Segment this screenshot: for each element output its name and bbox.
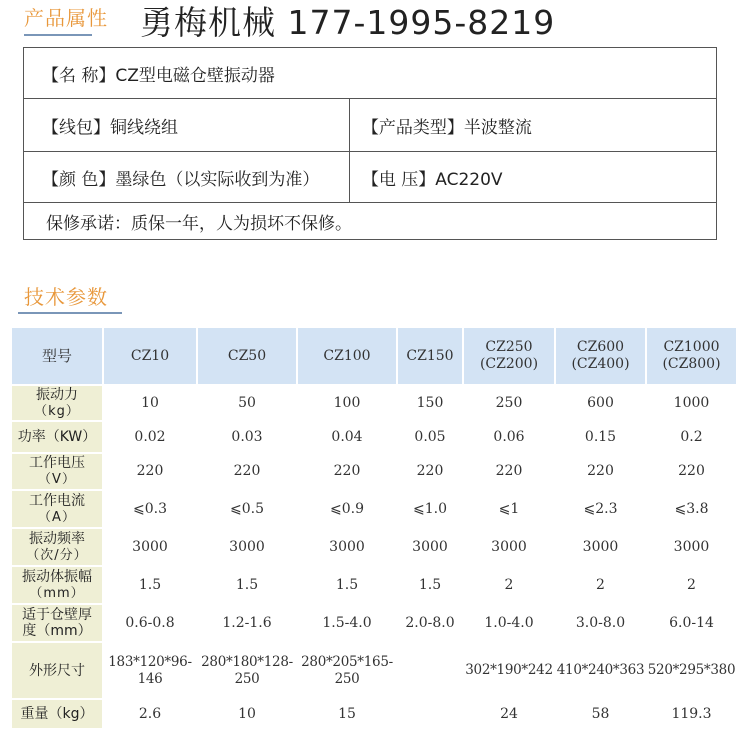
table-cell: 2.0-8.0 — [398, 605, 462, 641]
table-cell: 0.03 — [198, 422, 296, 452]
table-cell: 1.5 — [398, 567, 462, 603]
model-header: CZ250 (CZ200) — [464, 328, 554, 384]
table-row — [12, 386, 736, 420]
table-cell: ⩽1 — [464, 491, 554, 527]
table-row — [12, 643, 736, 698]
table-cell: 280*205*165-250 — [298, 643, 396, 698]
row-label: 振动频率 （次/分） — [12, 529, 102, 565]
model-header: CZ100 — [298, 328, 396, 384]
table-cell: 1.5 — [298, 567, 396, 603]
table-cell: ⩽0.3 — [104, 491, 196, 527]
table-cell: 0.05 — [398, 422, 462, 452]
row-label: 功率（KW） — [12, 422, 102, 452]
table-cell: 2.6 — [104, 700, 196, 728]
table-cell: ⩽0.5 — [198, 491, 296, 527]
table-cell: 2 — [556, 567, 645, 603]
table-cell: ⩽2.3 — [556, 491, 645, 527]
table-cell: 3000 — [647, 529, 736, 565]
table-cell: 0.02 — [104, 422, 196, 452]
attr-warranty: 保修承诺：质保一年，人为损坏不保修。 — [24, 203, 717, 240]
table-cell: 183*120*96-146 — [104, 643, 196, 698]
table-cell: 3000 — [556, 529, 645, 565]
table-cell: 0.06 — [464, 422, 554, 452]
table-cell: 280*180*128-250 — [198, 643, 296, 698]
table-cell: 220 — [556, 454, 645, 489]
table-cell: 100 — [298, 386, 396, 420]
row-label: 振动体振幅 （mm） — [12, 567, 102, 603]
attr-color: 【颜 色】墨绿色（以实际收到为准） — [24, 152, 350, 203]
table-cell: 220 — [647, 454, 736, 489]
table-cell: 302*190*242 — [464, 643, 554, 698]
attr-voltage: 【电 压】AC220V — [349, 152, 716, 203]
table-row — [12, 567, 736, 603]
section-title-tech-specs: 技术参数 — [24, 285, 108, 309]
model-header: CZ600 (CZ400) — [556, 328, 645, 384]
table-cell: 24 — [464, 700, 554, 728]
table-cell: 410*240*363 — [556, 643, 645, 698]
table-cell: 58 — [556, 700, 645, 728]
table-row — [12, 700, 736, 728]
table-cell: 6.0-14 — [647, 605, 736, 641]
section-title-underline — [24, 34, 92, 36]
table-cell: 1.5-4.0 — [298, 605, 396, 641]
table-cell: 1000 — [647, 386, 736, 420]
table-cell: 0.04 — [298, 422, 396, 452]
model-header: CZ1000 (CZ800) — [647, 328, 736, 384]
table-cell: 1.2-1.6 — [198, 605, 296, 641]
table-cell: 3000 — [104, 529, 196, 565]
row-label: 重量（kg） — [12, 700, 102, 728]
table-cell: 3000 — [198, 529, 296, 565]
table-cell: 15 — [298, 700, 396, 728]
table-cell: 2 — [464, 567, 554, 603]
section-title-underline — [18, 312, 122, 314]
table-cell: 10 — [198, 700, 296, 728]
table-cell: 1.5 — [198, 567, 296, 603]
model-header: CZ150 — [398, 328, 462, 384]
table-row — [12, 422, 736, 452]
attr-name: 【名 称】CZ型电磁仓壁振动器 — [24, 48, 717, 99]
specs-table — [10, 326, 738, 730]
table-cell: 3000 — [298, 529, 396, 565]
table-cell: 0.6-0.8 — [104, 605, 196, 641]
table-cell: 220 — [398, 454, 462, 489]
table-cell: 250 — [464, 386, 554, 420]
table-cell — [398, 643, 462, 698]
table-cell: 10 — [104, 386, 196, 420]
specs-header-label: 型号 — [12, 328, 102, 384]
table-cell: 600 — [556, 386, 645, 420]
section-title-product-attributes: 产品属性 — [24, 6, 108, 30]
row-label: 振动力 （kg） — [12, 386, 102, 420]
table-cell: 220 — [198, 454, 296, 489]
attributes-table — [23, 47, 717, 240]
table-cell: 1.0-4.0 — [464, 605, 554, 641]
table-cell: 220 — [464, 454, 554, 489]
attr-coil: 【线包】铜线绕组 — [24, 99, 350, 152]
model-header: CZ10 — [104, 328, 196, 384]
table-cell: 1.5 — [104, 567, 196, 603]
table-row — [12, 529, 736, 565]
table-cell: ⩽3.8 — [647, 491, 736, 527]
table-cell: 3.0-8.0 — [556, 605, 645, 641]
row-label: 适于仓壁厚 度（mm） — [12, 605, 102, 641]
table-cell: 150 — [398, 386, 462, 420]
table-row — [12, 605, 736, 641]
table-cell: 0.15 — [556, 422, 645, 452]
model-header: CZ50 — [198, 328, 296, 384]
table-cell: ⩽1.0 — [398, 491, 462, 527]
table-cell: 220 — [298, 454, 396, 489]
table-cell: 119.3 — [647, 700, 736, 728]
table-cell: 0.2 — [647, 422, 736, 452]
row-label: 工作电流 （A） — [12, 491, 102, 527]
table-cell: 520*295*380 — [647, 643, 736, 698]
table-cell — [398, 700, 462, 728]
table-cell: ⩽0.9 — [298, 491, 396, 527]
table-row — [12, 491, 736, 527]
table-cell: 220 — [104, 454, 196, 489]
attr-product-type: 【产品类型】半波整流 — [349, 99, 716, 152]
table-cell: 3000 — [398, 529, 462, 565]
table-cell: 3000 — [464, 529, 554, 565]
row-label: 外形尺寸 — [12, 643, 102, 698]
row-label: 工作电压 （V） — [12, 454, 102, 489]
table-cell: 50 — [198, 386, 296, 420]
brand-phone-line: 勇梅机械 177-1995-8219 — [140, 3, 556, 42]
table-row — [12, 454, 736, 489]
table-cell: 2 — [647, 567, 736, 603]
